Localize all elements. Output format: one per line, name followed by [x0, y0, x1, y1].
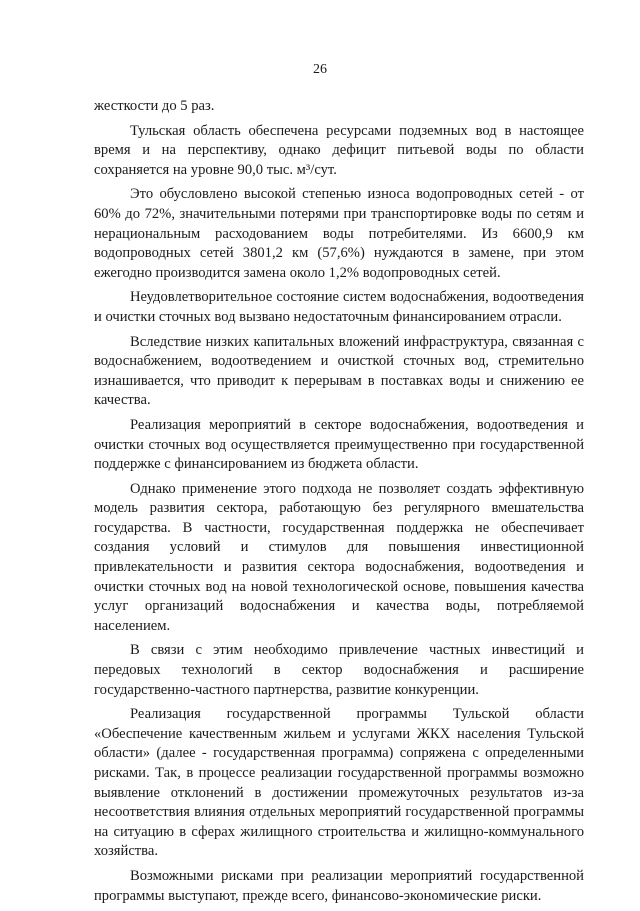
paragraph: Однако применение этого подхода не позволяет создать эффективную модель развития сектора, работающую без регулярного вмешательства государства. В частности, государственная поддержка не обеспечивает создания условий и стимулов для повышения инвестиционной привлекательности и развития сектора водоснабжения, водоотведения и очистки сточных вод на новой технологической основе, повышения качества услуг организаций водоснабжения и качества воды, потребляемой населением. [94, 480, 584, 634]
body-text [94, 97, 584, 911]
paragraph: Возможными рисками при реализации мероприятий государственной программы выступают, прежде всего, финансово-экономические риски. [94, 867, 584, 904]
page-number: 26 [313, 62, 327, 77]
paragraph: Неудовлетворительное состояние систем водоснабжения, водоотведения и очистки сточных вод вызвано недостаточным финансированием отрасли. [94, 289, 584, 325]
paragraph: жесткости до 5 раз. [94, 98, 215, 114]
paragraph: Вследствие низких капитальных вложений инфраструктура, связанная с водоснабжением, водоотведением и очисткой сточных вод, стремительно изнашивается, что приводит к перерывам в поставках воды и снижению ее качества. [94, 333, 584, 409]
paragraph: Реализация мероприятий в секторе водоснабжения, водоотведения и очистки сточных вод осуществляется преимущественно при государственной поддержке с финансированием из бюджета области. [94, 416, 584, 473]
paragraph: Тульская область обеспечена ресурсами подземных вод в настоящее время и на перспективу, однако дефицит питьевой воды по области сохраняется на уровне 90,0 тыс. м³/сут. [94, 122, 584, 178]
paragraph: Реализация государственной программы Тульской области «Обеспечение качественным жильем и услугами ЖКХ населения Тульской области» (далее - государственная программа) сопряжена с определенными рисками. Так, в процессе реализации государственной программы возможно выявление отклонений в достижении промежуточных результатов из-за несоответствия влияния отдельных мероприятий государственной программы на ситуацию в сферах жилищного строительства и жилищно-коммунального хозяйства. [94, 706, 584, 860]
paragraph: Это обусловлено высокой степенью износа водопроводных сетей - от 60% до 72%, значительными потерями при транспортировке воды по сетям и нерациональным расходованием воды потребителями. Из 6600,9 км водопроводных сетей 3801,2 км (57,6%) нуждаются в замене, при этом ежегодно производится замена около 1,2% водопроводных сетей. [94, 186, 584, 281]
paragraph: В связи с этим необходимо привлечение частных инвестиций и передовых технологий в сектор водоснабжения и расширение государственно-частного партнерства, развитие конкуренции. [94, 642, 584, 698]
